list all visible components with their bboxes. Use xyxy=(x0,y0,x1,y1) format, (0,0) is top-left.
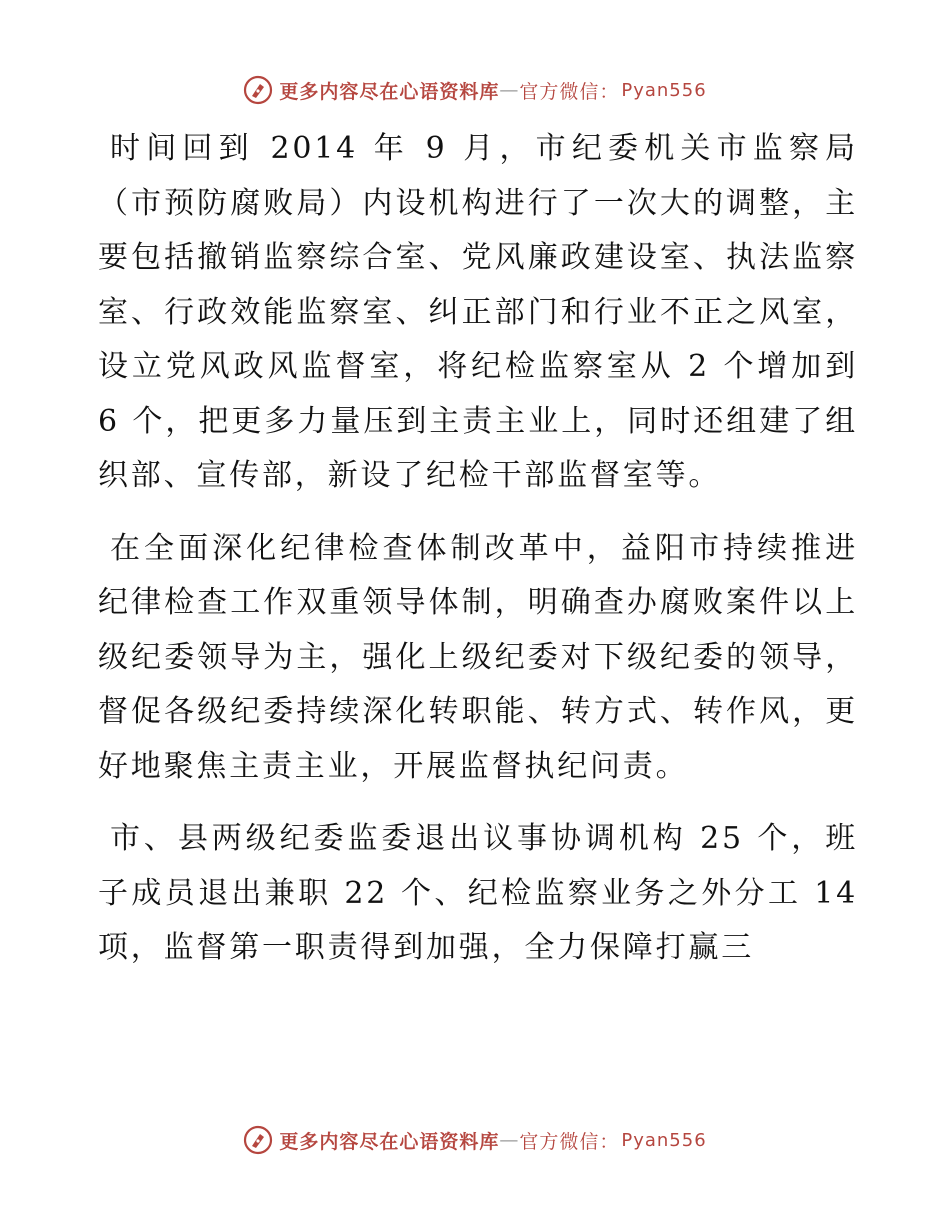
footer-watermark xyxy=(0,1120,950,1160)
pen-nib-logo-icon xyxy=(243,75,273,105)
watermark-library-name: 更多内容尽在心语资料库 xyxy=(279,1130,500,1153)
watermark-wechat-id: Pyan556 xyxy=(621,1129,707,1151)
watermark-wechat-id: Pyan556 xyxy=(621,79,707,101)
watermark-library-name: 更多内容尽在心语资料库 xyxy=(279,80,500,103)
pen-nib-logo-icon xyxy=(243,1125,273,1155)
paragraph-3: 市、县两级纪委监委退出议事协调机构 25 个，班子成员退出兼职 22 个、纪检监察业务之外分工 14 项，监督第一职责得到加强，全力保障打赢三 xyxy=(98,821,858,965)
paragraph-1: 时间回到 2014 年 9 月，市纪委机关市监察局（市预防腐败局）内设机构进行了一次大的调整，主要包括撤销监察综合室、党风廉政建设室、执法监察室、行政效能监察室、纠正部门和行业不正之风室，设立党风政风监督室，将纪检监察室从 2 个增加到 6 个，把更多力量压到主责主业上，同时还组建了组织部、宣传部，新设了纪检干部监督室等。 xyxy=(98,131,858,493)
document-body xyxy=(98,122,858,994)
watermark-separator: — xyxy=(499,1129,520,1151)
watermark-wechat-label: 官方微信： xyxy=(519,80,620,103)
header-watermark xyxy=(0,70,950,110)
paragraph-2: 在全面深化纪律检查体制改革中，益阳市持续推进纪律检查工作双重领导体制，明确查办腐败案件以上级纪委领导为主，强化上级纪委对下级纪委的领导，督促各级纪委持续深化转职能、转方式、转作风，更好地聚焦主责主业，开展监督执纪问责。 xyxy=(98,530,858,784)
watermark-separator: — xyxy=(499,79,520,101)
watermark-wechat-label: 官方微信： xyxy=(519,1130,620,1153)
